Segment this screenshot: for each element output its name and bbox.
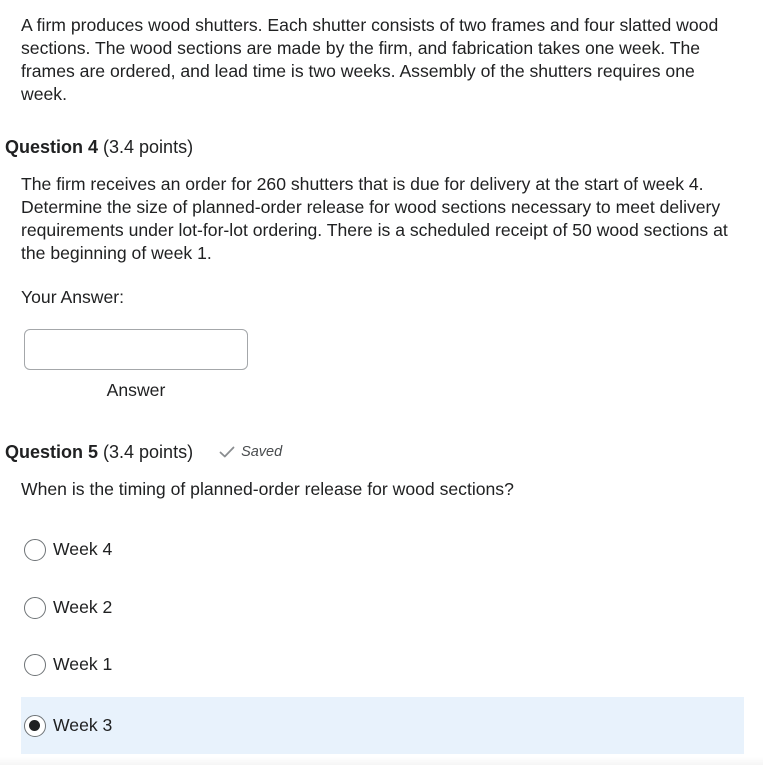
question-4-points: (3.4 points) [103,137,194,157]
question-4-header [5,135,193,159]
option-label: Week 4 [53,539,113,559]
radio-button[interactable] [24,539,46,561]
radio-button[interactable] [24,715,46,737]
radio-button[interactable] [24,597,46,619]
radio-button[interactable] [24,654,46,676]
question-5-title: Question 5 [5,442,99,462]
question-4-text: The firm receives an order for 260 shutters that is due for delivery at the start of week 4. Determine the size of planned-order release for wood sections necessary to meet delivery requirements under lot-for-lot ordering. There is a scheduled receipt of 50 wood sections at the beginning of week 1. [21,174,728,263]
option-label: Week 3 [53,715,113,735]
option-label: Week 1 [53,654,113,674]
saved-status [219,440,282,464]
question-5-text: When is the timing of planned-order release for wood sections? [21,479,514,499]
question-5-points: (3.4 points) [103,442,194,462]
question-4-title: Question 4 [5,137,99,157]
answer-caption: Answer [106,380,166,400]
option-week-1[interactable] [21,636,744,693]
option-label: Week 2 [53,597,113,617]
option-week-3[interactable] [21,697,744,754]
saved-label: Saved [241,444,283,460]
checkmark-icon [219,446,235,458]
intro-text: A firm produces wood shutters. Each shutter consists of two frames and four slatted wood sections. The wood sections are made by the firm, and fabrication takes one week. The frames are ordered, and lead time is two weeks. Assembly of the shutters requires one week. [21,15,719,104]
option-week-2[interactable] [21,579,744,636]
question-5-header [5,440,282,464]
bottom-divider [0,757,763,765]
answer-input[interactable] [24,329,248,370]
option-week-4[interactable] [21,521,744,578]
your-answer-label: Your Answer: [21,287,125,307]
